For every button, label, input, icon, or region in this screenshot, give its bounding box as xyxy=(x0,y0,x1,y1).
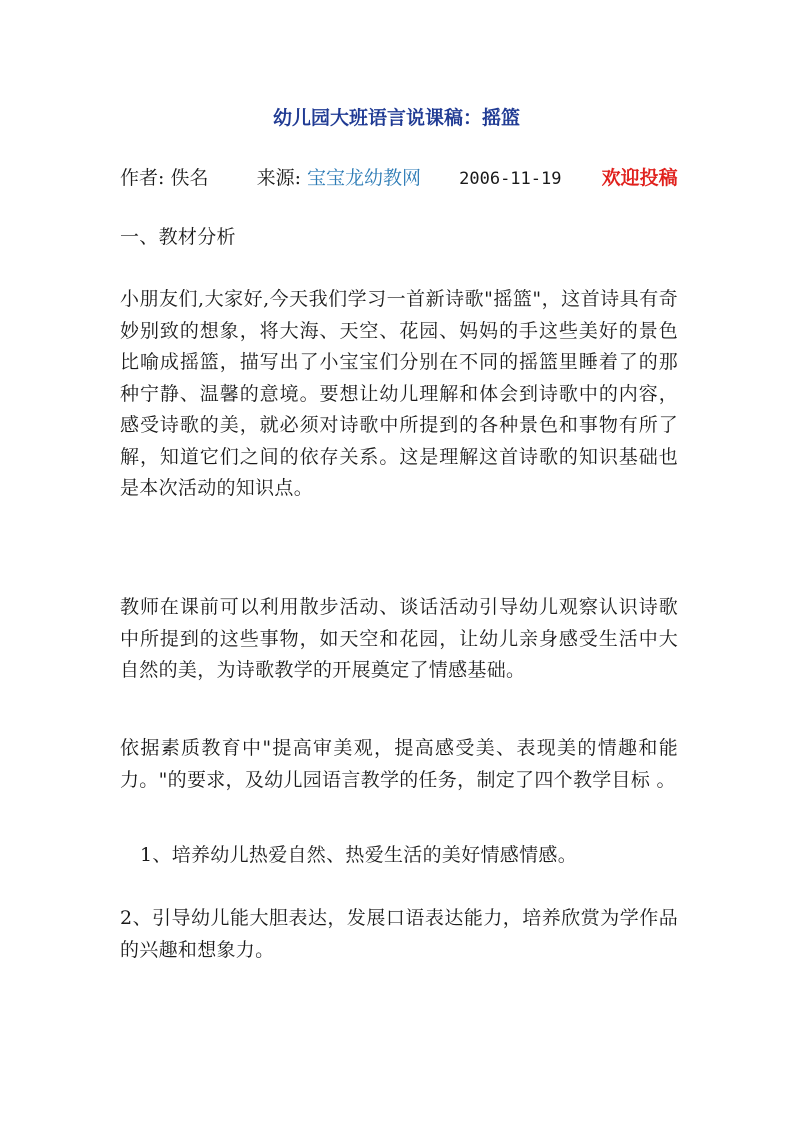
publish-date: 2006-11-19 xyxy=(459,169,562,189)
submit-link[interactable]: 欢迎投稿 xyxy=(601,167,678,189)
author-name: 佚名 xyxy=(170,167,209,189)
section-heading: 一、教材分析 xyxy=(120,226,236,248)
paragraph: 教师在课前可以利用散步活动、谈话活动引导幼儿观察认识诗歌中所提到的这些事物，如天空和花园，让幼儿亲身感受生活中大自然的美，为诗歌教学的开展奠定了情感基础。 xyxy=(120,596,678,681)
goal-item: 1、培养幼儿热爱自然、热爱生活的美好情感情感。 xyxy=(140,844,577,866)
paragraph: 小朋友们,大家好,今天我们学习一首新诗歌"摇篮"，这首诗具有奇妙别致的想象，将大海、天空、花园、妈妈的手这些美好的景色比喻成摇篮，描写出了小宝宝们分别在不同的摇篮里睡着了的那种宁静、温馨的意境。要想让幼儿理解和体会到诗歌中的内容，感受诗歌的美，就必须对诗歌中所提到的各种景色和事物有所了解，知道它们之间的依存关系。这是理解这首诗歌的知识基础也是本次活动的知识点。 xyxy=(120,288,678,499)
document-title: 幼儿园大班语言说课稿：摇篮 xyxy=(272,107,520,129)
source-label: 来源: xyxy=(256,167,301,189)
goal-item: 2、引导幼儿能大胆表达，发展口语表达能力，培养欣赏为学作品的兴趣和想象力。 xyxy=(120,907,678,961)
source-link[interactable]: 宝宝龙幼教网 xyxy=(307,167,422,189)
document-meta xyxy=(120,163,680,194)
paragraph: 依据素质教育中"提高审美观，提高感受美、表现美的情趣和能力。"的要求，及幼儿园语言教学的任务，制定了四个教学目标 。 xyxy=(120,737,678,791)
author-label: 作者: xyxy=(120,167,165,189)
